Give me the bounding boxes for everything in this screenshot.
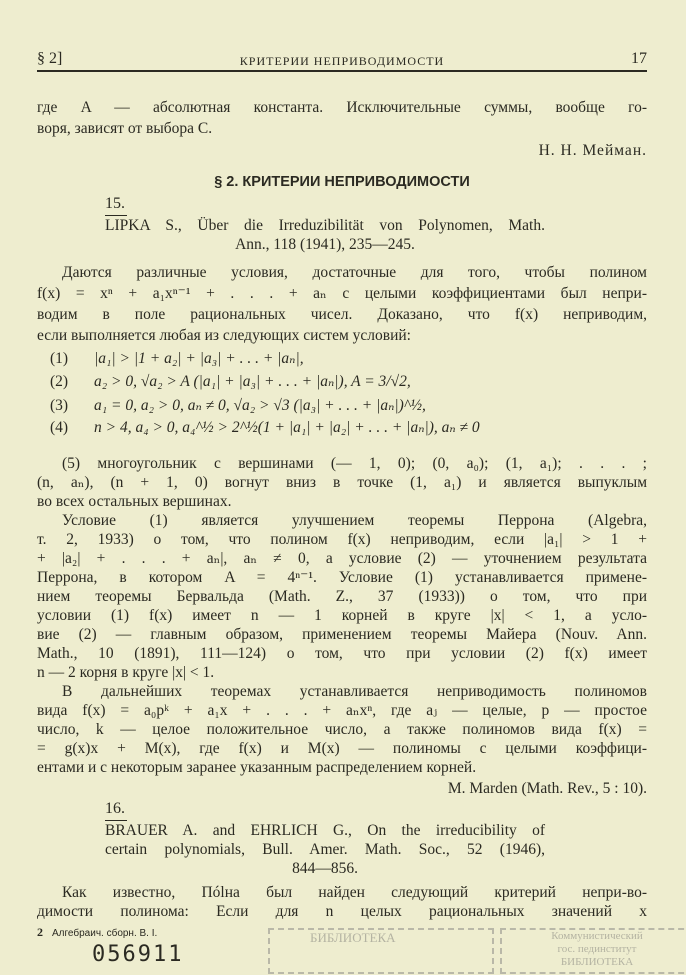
condition-formula: a₂ > 0, √a₂ > A (|a₁| + |a₃| + . . . + |aₙ|), A = 3/√2,: [94, 373, 411, 390]
reference-line: Ann., 118 (1941), 235—245.: [235, 236, 415, 253]
library-stamp-right: [500, 928, 686, 974]
text-line: Даются различные условия, достаточные для того, чтобы полином: [62, 264, 647, 281]
stamp-text: БИБЛИОТЕКА: [310, 930, 396, 945]
section-heading: § 2. КРИТЕРИИ НЕПРИВОДИМОСТИ: [214, 174, 470, 190]
text-line: ентами и с некоторым заранее указанным распределением корней.: [37, 759, 477, 776]
inventory-number: 056911: [92, 942, 184, 967]
text-line: Math., 10 (1891), 111—124) о том, что при условии (2) f(x) имеет: [37, 645, 647, 662]
entry-number: 16.: [105, 800, 125, 817]
condition-formula: n > 4, a₄ > 0, a₄^½ > 2^½(1 + |a₁| + |a₂| + . . . + |aₙ|), aₙ ≠ 0: [94, 419, 480, 436]
reviewer-signature: Н. Н. Мейман.: [538, 142, 647, 159]
text-line: f(x) = xⁿ + a₁xⁿ⁻¹ + . . . + aₙ с целыми коэффициентами был непри-: [37, 285, 647, 302]
condition-number: (4): [50, 419, 69, 436]
text-line: В дальнейших теоремах устанавливается неприводимость полиномов: [62, 683, 647, 700]
condition-4: [50, 419, 480, 437]
stamp-text: БИБЛИОТЕКА: [560, 956, 634, 968]
condition-number: (3): [50, 397, 69, 414]
reference-line: BRAUER A. and EHRLICH G., On the irreducibility of: [105, 822, 545, 839]
page-number: 17: [631, 50, 647, 67]
text-line: воря, зависят от выбора C.: [37, 120, 213, 137]
text-line: вида f(x) = a₀pᵏ + a₁x + . . . + aₙxⁿ, где aⱼ — целые, p — простое: [37, 702, 647, 719]
text-line: водим в поле рациональных чисел. Доказано, что f(x) неприводим,: [37, 306, 647, 323]
entry-number: 15.: [105, 195, 125, 212]
text-line: Как известно, Пólна был найден следующий критерий непри-во-: [62, 884, 647, 901]
running-header: [37, 50, 647, 72]
condition-2: [50, 373, 411, 391]
condition-3: [50, 397, 426, 415]
header-section: § 2]: [37, 50, 63, 67]
text-line: условии (1) f(x) имеет n — 1 корней в круге |x| < 1, а усло-: [37, 607, 647, 624]
footer-signature: [37, 925, 157, 941]
text-line: во всех остальных вершинах.: [37, 493, 232, 510]
text-line: вие (2) — главным образом, применением теоремы Майера (Nouv. Ann.: [37, 626, 647, 643]
text-line: = g(x)x + M(x), где f(x) и M(x) — полиномы с целыми коэффици-: [37, 740, 647, 757]
reference-line: 844—856.: [292, 860, 358, 877]
text-line: Условие (1) является улучшением теоремы Перрона (Algebra,: [62, 512, 647, 529]
condition-1: [50, 350, 304, 368]
condition-number: (1): [50, 350, 69, 367]
text-line: если выполняется любая из следующих систем условий:: [37, 327, 411, 344]
text-line: нием теоремы Бервальда (Math. Z., 37 (1933)) о том, что при: [37, 588, 647, 605]
book-title: Алгебраич. сборн. В. I.: [52, 928, 158, 939]
condition-number: (2): [50, 373, 69, 390]
signature-mark: 2: [37, 925, 43, 939]
text-line: число, k — целое положительное число, а также полиномов вида f(x) =: [37, 721, 647, 738]
text-line: + |a₂| + . . . + aₙ|, aₙ ≠ 0, а условие (2) — уточнением результата: [37, 550, 647, 567]
text-line: где A — абсолютная константа. Исключительные суммы, вообще го-: [37, 99, 647, 116]
stamp-text: гос. пединститут: [557, 943, 637, 955]
text-line: (5) многоугольник с вершинами (— 1, 0); (0, a₀); (1, a₁); . . . ;: [62, 455, 647, 472]
stamp-text: Коммунистический: [551, 930, 643, 942]
header-title: КРИТЕРИИ НЕПРИВОДИМОСТИ: [239, 54, 445, 68]
condition-formula: |a₁| > |1 + a₂| + |a₃| + . . . + |aₙ|,: [94, 350, 304, 367]
text-line: т. 2, 1933) о том, что полином f(x) неприводим, если |a₁| > 1 +: [37, 531, 647, 548]
library-stamp-left: [268, 928, 494, 974]
reference-line: certain polynomials, Bull. Amer. Math. Soc., 52 (1946),: [105, 841, 545, 858]
reference-line: LIPKA S., Über die Irreduzibilität von Polynomen, Math.: [105, 217, 545, 234]
text-line: (n, aₙ), (n + 1, 0) вогнут вниз в точке (1, a₁) и является выпуклым: [37, 474, 647, 491]
text-line: Перрона, в котором A = 4ⁿ⁻¹. Условие (1) устанавливается примене-: [37, 569, 647, 586]
text-line: n — 2 корня в круге |x| < 1.: [37, 664, 215, 681]
text-line: димости полинома: Если для n целых рациональных значений x: [37, 903, 647, 920]
reviewer-signature: M. Marden (Math. Rev., 5 : 10).: [447, 780, 647, 797]
condition-formula: a₁ = 0, a₂ > 0, aₙ ≠ 0, √a₂ > √3 (|a₃| + . . . + |aₙ|)^½,: [94, 397, 426, 414]
